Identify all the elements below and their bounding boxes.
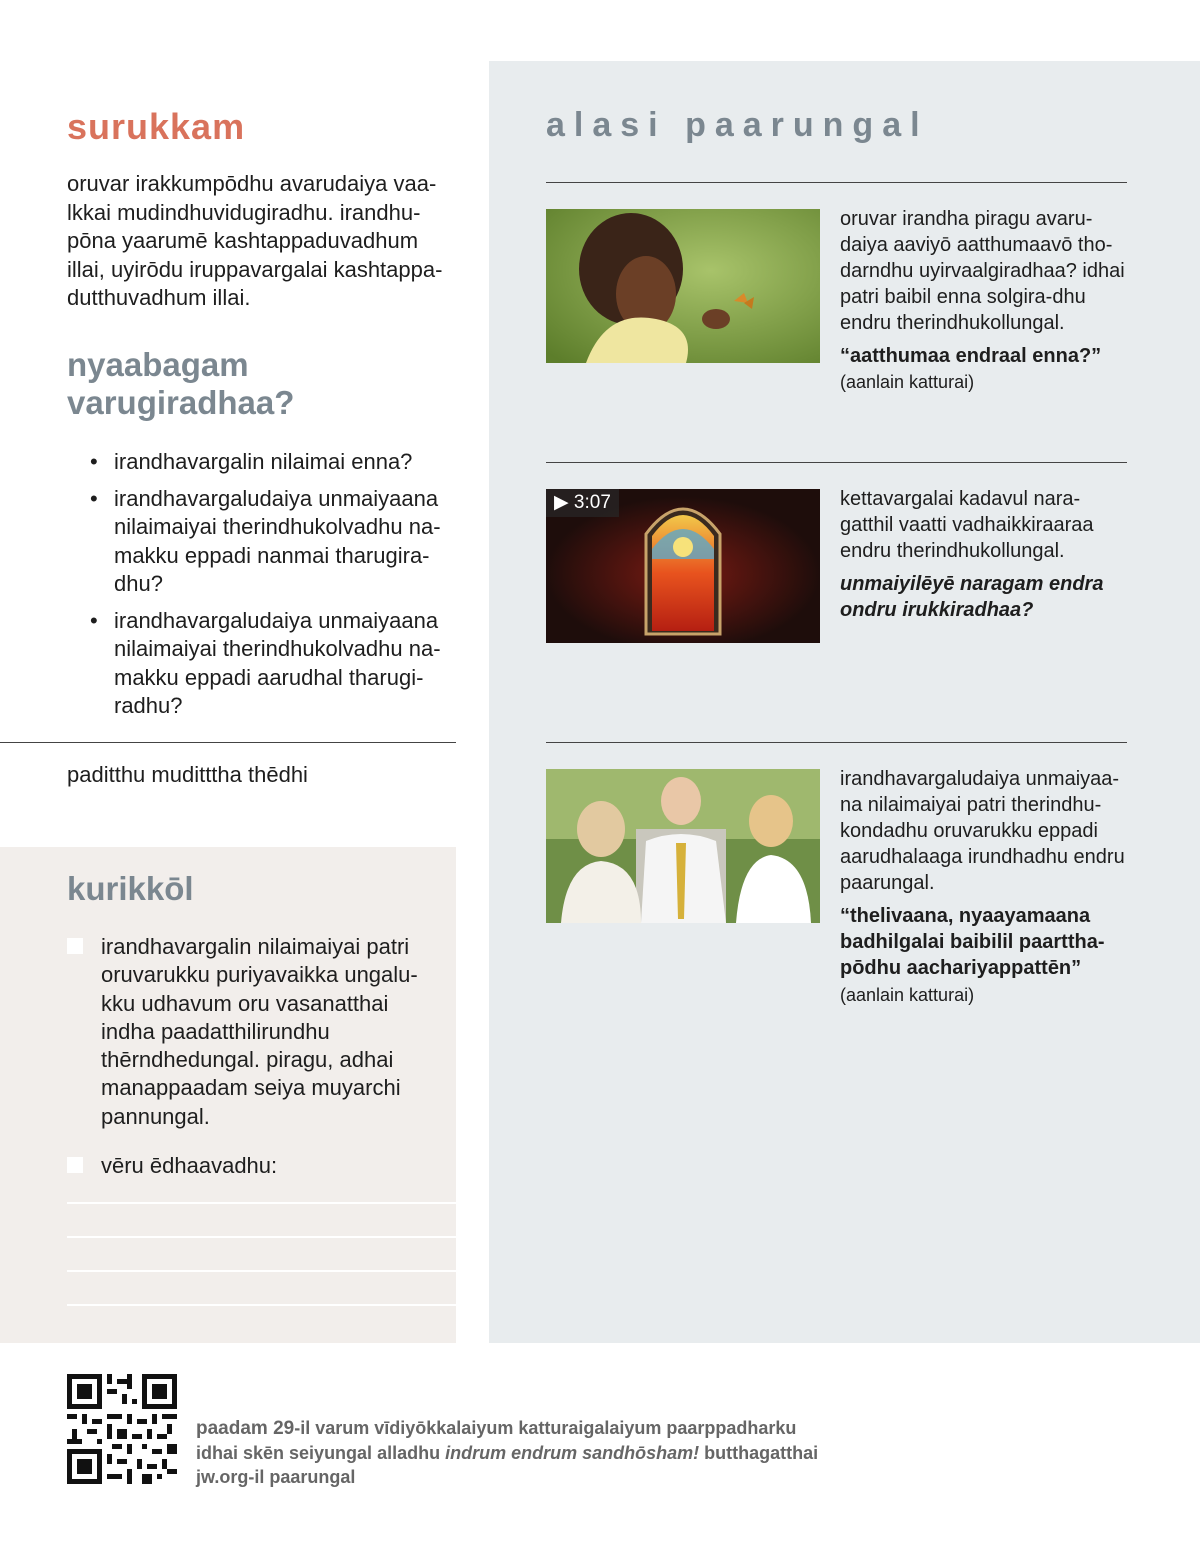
review-list (90, 448, 460, 729)
article-note: (aanlain katturai) (840, 985, 975, 1005)
video-link[interactable]: unmaiyilēyē naragam endra ondru irukkiradhaa? (840, 573, 1104, 621)
explore-title: alasi paarungal (546, 106, 929, 144)
explore-item-text: kettavargalai kadavul nara-gatthil vaatti vadhaikkiraaraa endru therindhukollungal. (840, 488, 1094, 562)
summary-text: oruvar irakkumpōdhu avarudaiya vaa-lkkai mudindhuvidugiradhu. irandhu-pōna yaarumē kashtappaduvadhum illai, uyirōdu iruppavargalai kashtappa-dutthuvadhum illai. (67, 171, 443, 310)
goal-title: kurikkōl (67, 870, 194, 907)
divider (546, 462, 1127, 463)
video-duration-badge (546, 489, 619, 517)
goal-item-text: vēru ēdhaavadhu: (101, 1153, 278, 1178)
book-title: indrum endrum sandhōsham! (445, 1443, 700, 1463)
list-item: • irandhavargaludaiya unmaiyaana nilaimaiyai therindhukolvadhu na-makku eppadi nanmai tharugira-dhu? (90, 485, 441, 596)
bullet-icon: • (90, 449, 98, 474)
divider (0, 742, 456, 743)
bullet-icon: • (90, 485, 98, 511)
lesson-reference: paadam 29 (196, 1418, 295, 1439)
explore-item-text: irandhavargaludaiya unmaiyaa-na nilaimaiyai patri therindhu-kondadhu oruvarukku eppadi aarudhalaaga irundhadhu endru paarungal. (840, 768, 1125, 894)
summary-title: surukkam (67, 106, 246, 147)
writing-line[interactable] (67, 1270, 456, 1272)
play-icon: ▶ (554, 492, 569, 513)
conversation-thumbnail[interactable] (546, 769, 820, 923)
checkbox[interactable] (67, 1157, 83, 1173)
goal-item (67, 1152, 437, 1180)
writing-line[interactable] (67, 1304, 456, 1306)
video-duration: 3:07 (573, 492, 611, 513)
completion-date-label: paditthu muditttha thēdhi (67, 762, 308, 787)
girl-butterfly-thumbnail[interactable] (546, 209, 820, 363)
article-link[interactable]: “thelivaana, nyaayamaana badhilgalai baibilil paarttha-pōdhu aachariyappattēn” (840, 905, 1105, 979)
video-thumbnail[interactable] (546, 489, 820, 643)
checkbox[interactable] (67, 938, 83, 954)
divider (546, 182, 1127, 183)
bullet-icon: • (90, 607, 98, 633)
list-item: • irandhavargaludaiya unmaiyaana nilaimaiyai therindhukolvadhu na-makku eppadi aarudhal tharugi-radhu? (90, 607, 441, 718)
article-note: (aanlain katturai) (840, 372, 975, 392)
footer-text: paadam 29-il varum vīdiyōkkalaiyum katturaigalaiyum paarppadharku idhai skēn seiyungal alladhu indrum endrum sandhōsham! butthagatthai jw.org-il paarungal (196, 1418, 819, 1487)
qr-code-icon[interactable] (67, 1374, 177, 1484)
goal-item-text: irandhavargalin nilaimaiyai patri oruvarukku puriyavaikka ungalu-kku udhavum oru vasanatthai indha paadatthilirundhu thērndhedungal. piragu, adhai manappaadam seiya muyarchi pannungal. (101, 934, 418, 1129)
writing-line[interactable] (67, 1236, 456, 1238)
divider (546, 742, 1127, 743)
article-link[interactable]: “aatthumaa endraal enna?” (840, 345, 1102, 367)
explore-item-text: oruvar irandha piragu avaru-daiya aaviyō aatthumaavō tho-darndhu uyirvaalgiradhaa? idhai patri baibil enna solgira-dhu endru therindhukollungal. (840, 208, 1125, 334)
list-item: • irandhavargalin nilaimai enna? (90, 448, 460, 477)
writing-line[interactable] (67, 1202, 456, 1204)
goal-item (67, 933, 437, 1131)
review-title: nyaabagam varugiradhaa? (67, 346, 295, 421)
